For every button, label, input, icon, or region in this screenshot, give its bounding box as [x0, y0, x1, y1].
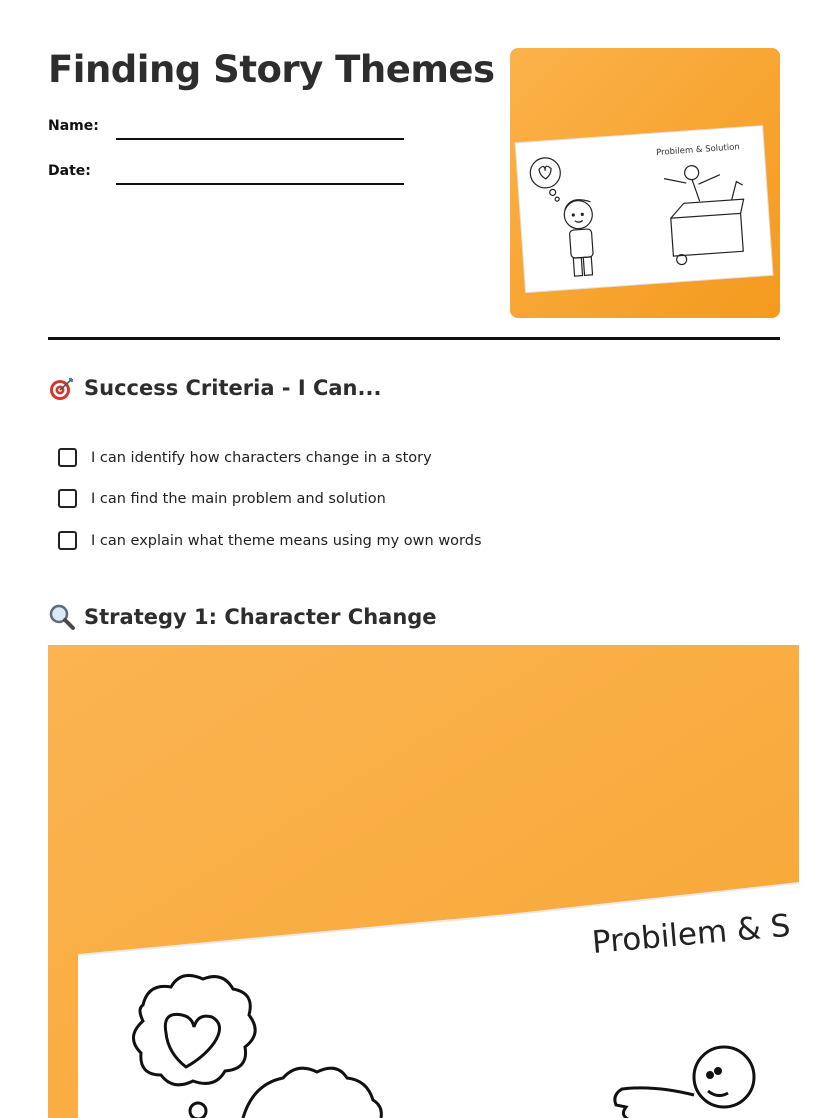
criteria-text: I can explain what theme means using my own words	[91, 532, 482, 549]
hero-page-caption: Probilem & Solution	[655, 142, 741, 159]
criteria-text: I can find the main problem and solution	[91, 490, 386, 507]
criteria-item	[58, 448, 432, 467]
criteria-item	[58, 531, 482, 550]
strategy-1-title: Strategy 1: Character Change	[84, 605, 437, 629]
criteria-text: I can identify how characters change in a story	[91, 449, 432, 466]
section-divider	[48, 337, 780, 340]
image-page-caption: Probilem & S	[590, 907, 792, 961]
criteria-checkbox-3[interactable]	[58, 531, 77, 550]
criteria-item	[58, 489, 386, 508]
strategy-1-heading	[48, 603, 437, 631]
hero-paper	[515, 126, 773, 293]
hero-image	[510, 48, 780, 318]
worksheet-title: Finding Story Themes	[48, 48, 495, 91]
date-label: Date:	[48, 163, 91, 179]
success-criteria-title: Success Criteria - I Can...	[84, 376, 382, 400]
name-field[interactable]	[116, 138, 404, 140]
character-change-image	[48, 645, 799, 1118]
hero-illustration	[510, 48, 780, 318]
success-criteria-heading	[48, 374, 381, 402]
character-change-illustration	[48, 645, 799, 1118]
target-icon	[48, 374, 76, 402]
date-field[interactable]	[116, 183, 404, 185]
criteria-checkbox-2[interactable]	[58, 489, 77, 508]
magnifying-glass-icon	[48, 603, 76, 631]
name-label: Name:	[48, 118, 99, 134]
criteria-checkbox-1[interactable]	[58, 448, 77, 467]
